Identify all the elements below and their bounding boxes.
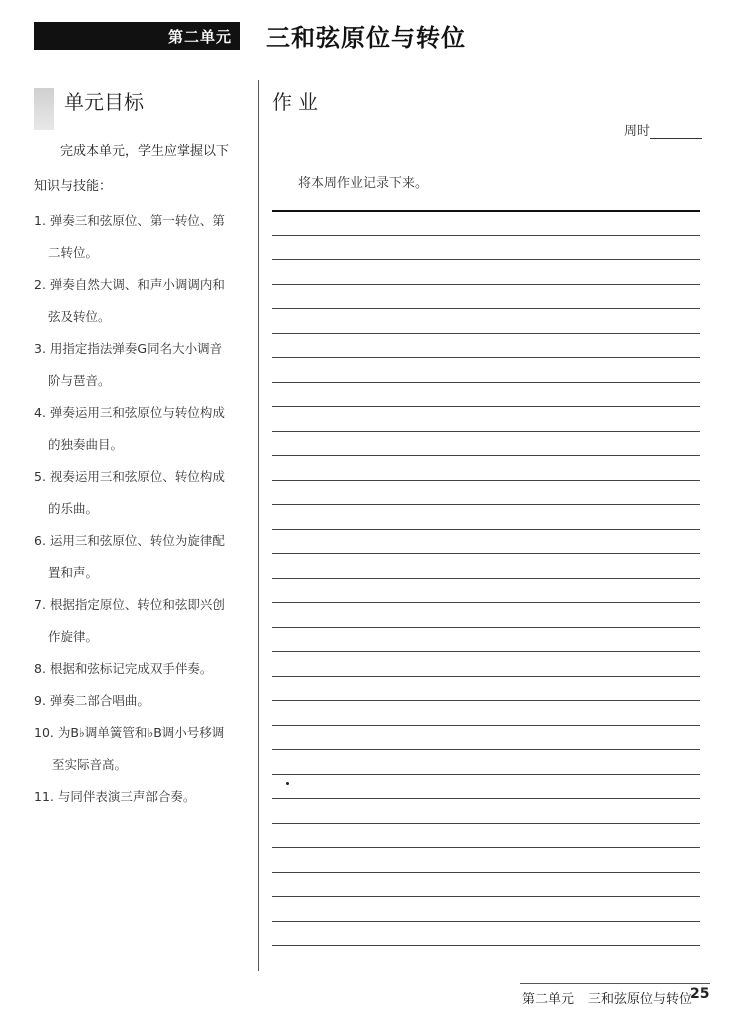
objective-line: 置和声。 [48,565,99,580]
writing-line [272,700,700,701]
objective-line: 11. 与同伴表演三声部合奏。 [34,789,196,804]
objective-item [34,205,244,269]
writing-line [272,774,700,775]
objective-item [34,653,244,685]
objective-item [34,685,244,717]
writing-line [272,627,700,628]
objective-line: 的独奏曲目。 [48,437,124,452]
objectives-tab-marker [34,88,54,130]
objective-line: 8. 根据和弦标记完成双手伴奏。 [34,661,213,676]
objective-item [34,269,244,333]
writing-line [272,725,700,726]
objective-line: 弦及转位。 [48,309,111,324]
objective-line: 1. 弹奏三和弦原位、第一转位、第 [34,213,225,228]
skills-heading: 知识与技能： [34,179,113,194]
writing-line [272,945,700,946]
writing-line [272,431,700,432]
objective-item [34,717,244,781]
objective-line: 至实际音高。 [52,757,128,772]
writing-line [272,308,700,309]
writing-line [272,553,700,554]
footer-rule [520,983,710,984]
objective-line: 5. 视奏运用三和弦原位、转位构成 [34,469,225,484]
writing-line [272,357,700,358]
writing-line [272,455,700,456]
homework-writing-area[interactable] [272,210,700,950]
objective-item [34,397,244,461]
stray-dot [286,782,289,785]
objective-item [34,589,244,653]
objective-line: 6. 运用三和弦原位、转位为旋律配 [34,533,225,548]
writing-line [272,210,700,212]
writing-line [272,602,700,603]
page-number: 25 [690,986,710,1002]
writing-line [272,872,700,873]
writing-line [272,578,700,579]
objective-item [34,781,244,813]
objective-line: 作旋律。 [48,629,99,644]
writing-line [272,823,700,824]
writing-line [272,798,700,799]
objective-line: 2. 弹奏自然大调、和声小调调内和 [34,277,225,292]
writing-line [272,749,700,750]
objective-line: 阶与琶音。 [48,373,111,388]
writing-line [272,333,700,334]
footer-unit: 第二单元 [522,992,575,1007]
objective-line: 9. 弹奏二部合唱曲。 [34,693,150,708]
objectives-list [34,205,244,813]
column-divider [258,80,259,971]
objective-item [34,461,244,525]
writing-line [272,847,700,848]
writing-line [272,529,700,530]
writing-line [272,259,700,260]
homework-instruction: 将本周作业记录下来。 [298,176,429,191]
week-hours-field[interactable] [624,120,702,139]
objective-item [34,525,244,589]
objectives-intro: 完成本单元，学生应掌握以下 [60,144,230,159]
writing-line [272,235,700,236]
writing-line [272,896,700,897]
homework-heading: 作业 [272,90,324,114]
writing-line [272,284,700,285]
writing-line [272,382,700,383]
objective-line: 4. 弹奏运用三和弦原位与转位构成 [34,405,225,420]
objective-line: 10. 为B♭调单簧管和♭B调小号移调 [34,725,225,740]
objective-line: 3. 用指定指法弹奏G同名大小调音 [34,341,223,356]
unit-label: 第二单元 [167,28,232,46]
writing-line [272,676,700,677]
week-hours-blank[interactable] [650,125,702,139]
footer-title: 三和弦原位与转位 [588,992,693,1007]
chapter-title: 三和弦原位与转位 [266,24,466,52]
objectives-heading: 单元目标 [64,90,144,114]
objective-line: 二转位。 [48,245,99,260]
objective-line: 的乐曲。 [48,501,99,516]
week-hours-label: 周时 [623,124,650,139]
writing-line [272,480,700,481]
writing-line [272,651,700,652]
writing-line [272,921,700,922]
unit-header-bar [34,22,240,50]
objective-line: 7. 根据指定原位、转位和弦即兴创 [34,597,225,612]
footer-running-title [522,988,692,1007]
writing-line [272,406,700,407]
writing-line [272,504,700,505]
objective-item [34,333,244,397]
